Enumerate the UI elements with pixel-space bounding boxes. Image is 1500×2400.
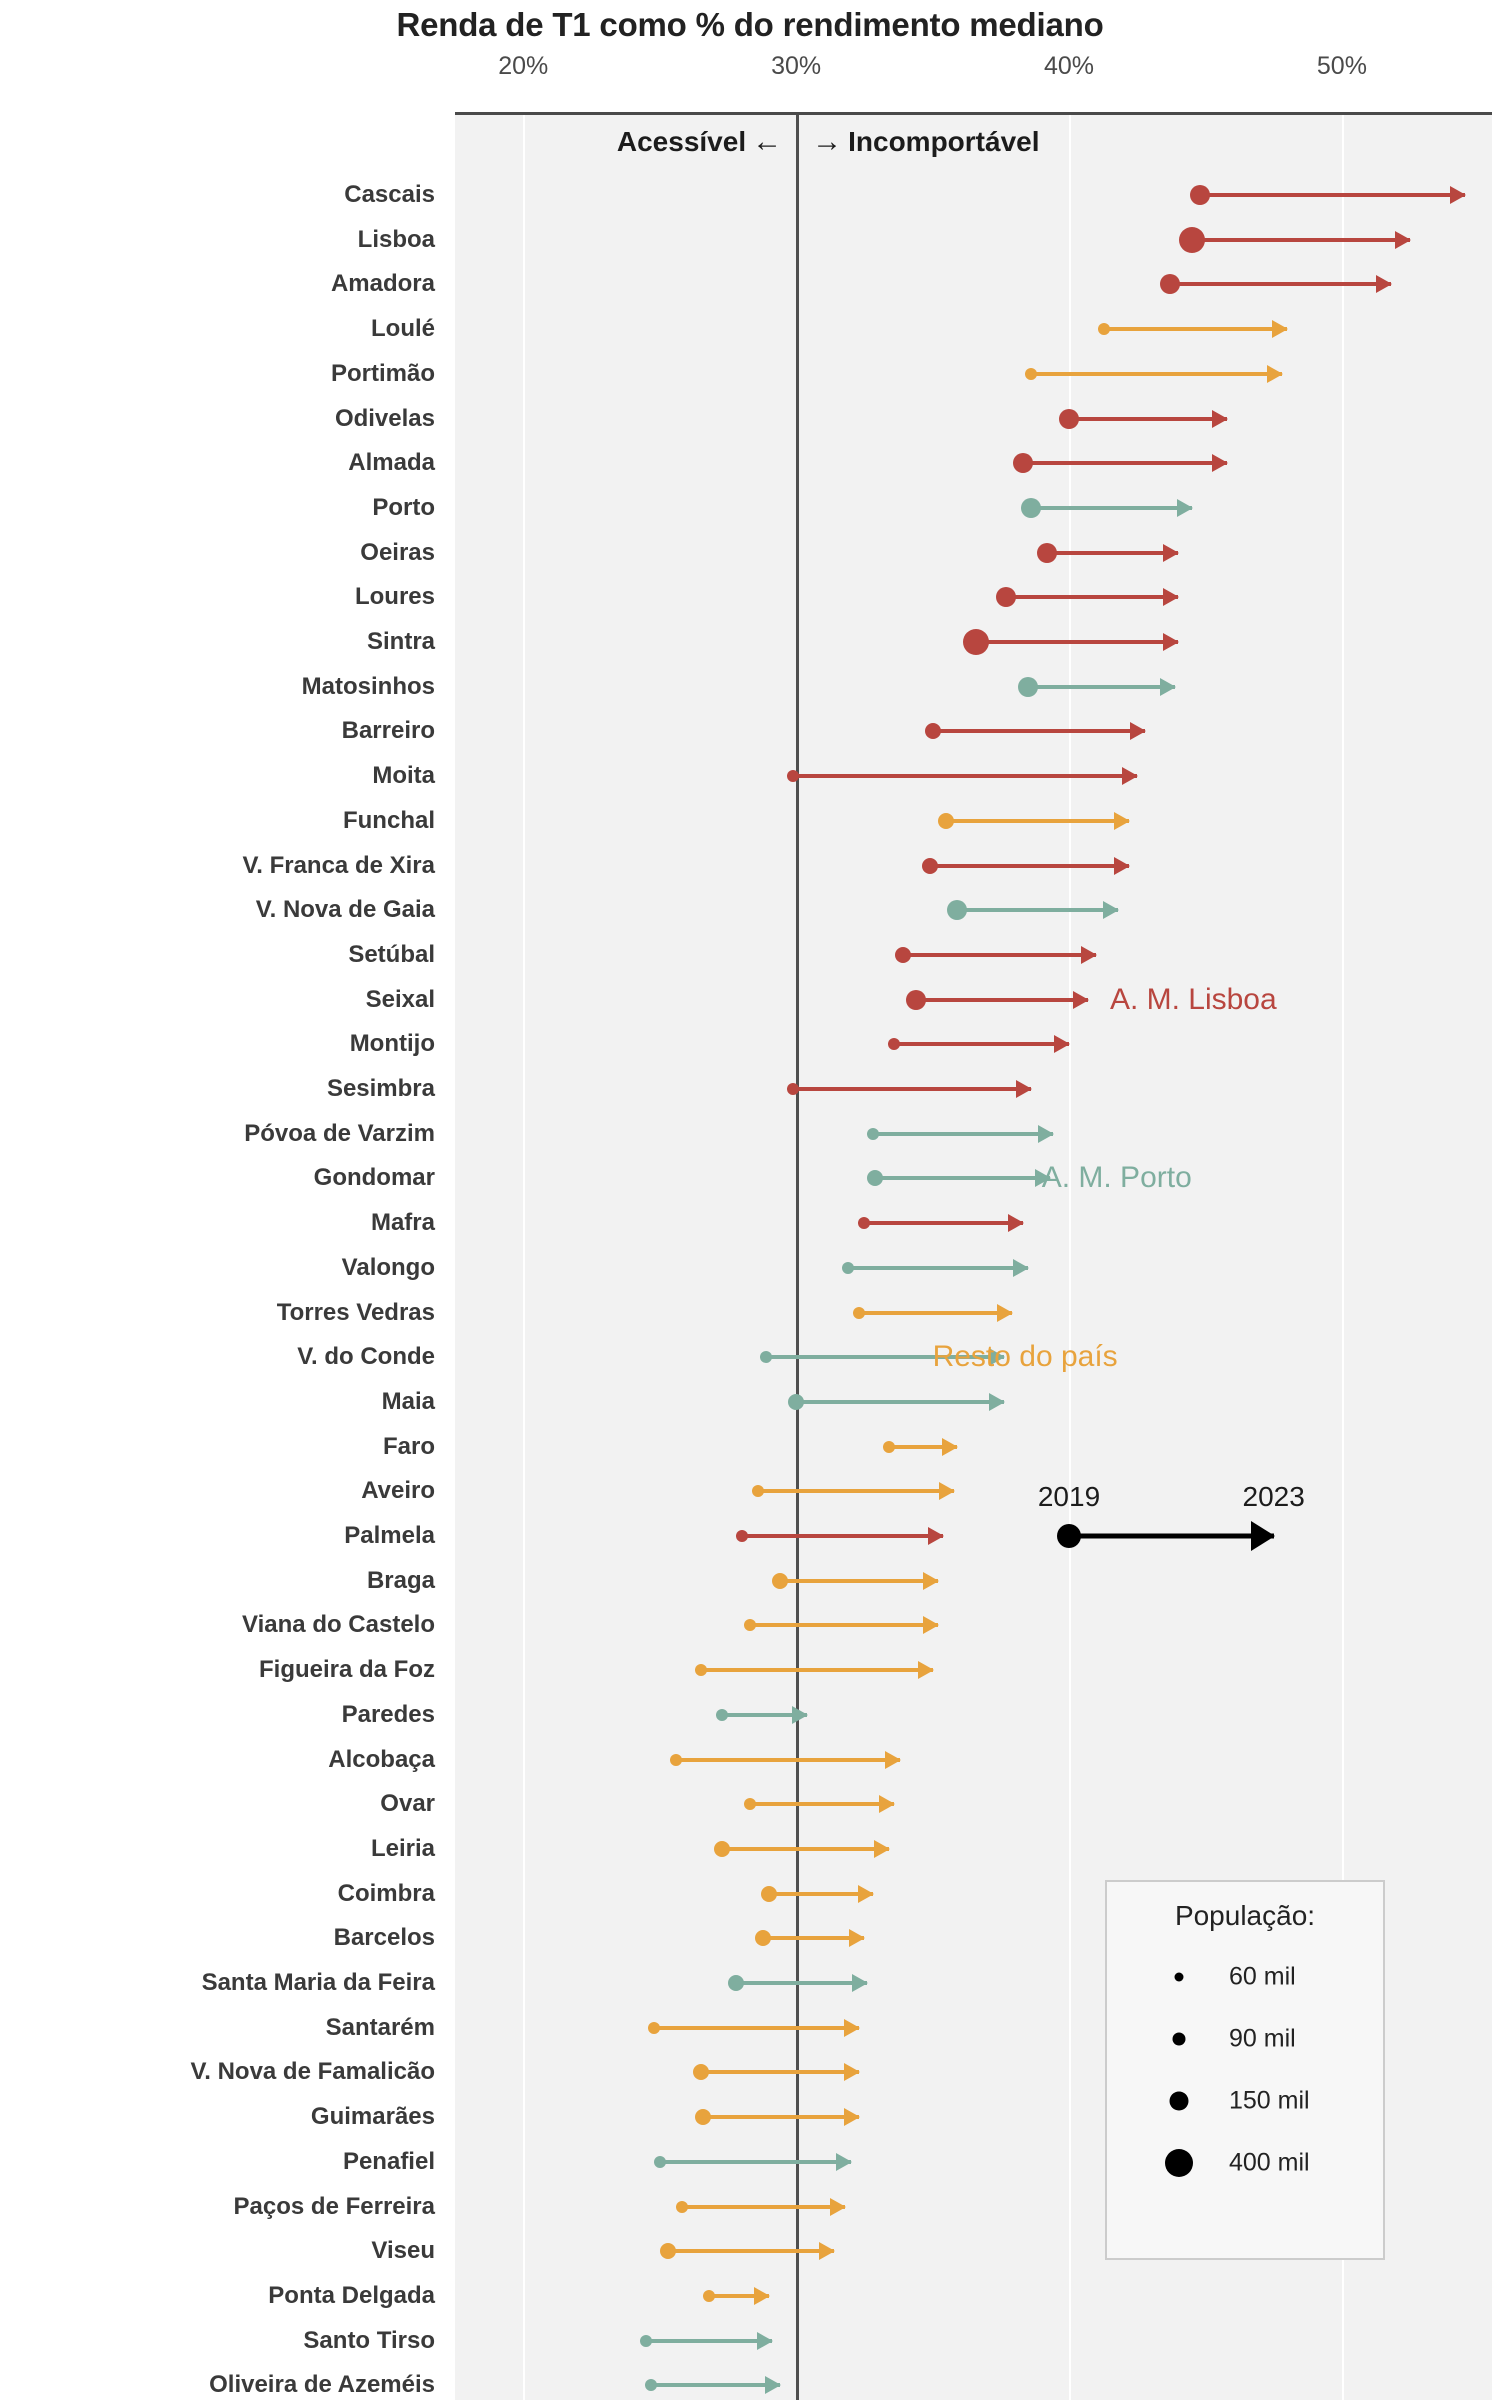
segment-arrowhead-icon xyxy=(918,1661,934,1679)
start-value-dot xyxy=(963,629,989,655)
row-label: Paredes xyxy=(341,1700,435,1728)
start-value-dot xyxy=(842,1262,854,1274)
segment-arrowhead-icon xyxy=(997,1304,1013,1322)
row-label: Oeiras xyxy=(360,538,435,566)
change-segment xyxy=(976,640,1178,644)
start-value-dot xyxy=(714,1841,730,1857)
segment-arrowhead-icon xyxy=(757,2332,773,2350)
left-arrow-icon: ← xyxy=(752,125,783,158)
legend-end-year: 2023 xyxy=(1242,1481,1305,1512)
row-label: Loures xyxy=(354,583,435,611)
row-label: Póvoa de Varzim xyxy=(244,1119,435,1147)
segment-arrowhead-icon xyxy=(923,1616,939,1634)
change-segment xyxy=(848,1266,1028,1270)
row-label: Barcelos xyxy=(333,1924,435,1952)
change-segment xyxy=(873,1132,1053,1136)
change-segment xyxy=(1006,595,1178,599)
segment-arrowhead-icon xyxy=(1081,946,1097,964)
start-value-dot xyxy=(752,1485,764,1497)
change-segment xyxy=(894,1042,1069,1046)
affordable-label: Acessível xyxy=(616,126,747,157)
start-value-dot xyxy=(895,947,911,963)
segment-arrowhead-icon xyxy=(1038,1125,1054,1143)
segment-arrowhead-icon xyxy=(858,1885,874,1903)
change-segment xyxy=(750,1802,895,1806)
row-label: Braga xyxy=(366,1566,435,1594)
change-segment xyxy=(1069,417,1227,421)
start-value-dot xyxy=(1037,543,1057,563)
start-value-dot xyxy=(760,1351,772,1363)
segment-arrowhead-icon xyxy=(1016,1080,1032,1098)
row-label: Guimarães xyxy=(310,2103,435,2131)
segment-arrowhead-icon xyxy=(1163,544,1179,562)
start-value-dot xyxy=(996,587,1016,607)
row-label: Moita xyxy=(372,762,435,790)
row-label: Barreiro xyxy=(341,717,435,745)
start-value-dot xyxy=(787,1083,799,1095)
start-value-dot xyxy=(788,1394,804,1410)
segment-arrowhead-icon xyxy=(754,2287,770,2305)
population-legend-title: População: xyxy=(1174,1900,1316,1931)
start-value-dot xyxy=(761,1886,777,1902)
row-label: Loulé xyxy=(371,315,435,343)
row-label: V. Nova de Gaia xyxy=(255,896,435,924)
affordable-annotation xyxy=(475,122,788,162)
segment-arrowhead-icon xyxy=(1008,1214,1024,1232)
change-segment xyxy=(750,1623,938,1627)
start-value-dot xyxy=(772,1573,788,1589)
change-segment xyxy=(1170,282,1391,286)
segment-arrowhead-icon xyxy=(1267,365,1283,383)
segment-arrowhead-icon xyxy=(1163,588,1179,606)
unaffordable-label: Incomportável xyxy=(848,126,1040,157)
change-segment xyxy=(916,998,1088,1002)
row-label: Valongo xyxy=(341,1253,435,1281)
change-segment xyxy=(875,1176,1050,1180)
change-segment xyxy=(946,819,1129,823)
row-label: Penafiel xyxy=(342,2147,435,2175)
segment-arrowhead-icon xyxy=(1272,320,1288,338)
change-segment xyxy=(1031,372,1282,376)
row-label: Torres Vedras xyxy=(276,1298,435,1326)
segment-arrowhead-icon xyxy=(844,2019,860,2037)
change-segment xyxy=(742,1534,944,1538)
start-value-dot xyxy=(693,2064,709,2080)
change-segment xyxy=(654,2026,859,2030)
segment-arrowhead-icon xyxy=(1073,991,1089,1009)
change-segment xyxy=(780,1579,938,1583)
row-label: Matosinhos xyxy=(301,672,435,700)
change-segment xyxy=(1028,685,1175,689)
row-label: Santo Tirso xyxy=(303,2326,435,2354)
start-value-dot xyxy=(716,1709,728,1721)
threshold-line xyxy=(796,115,799,2400)
start-value-dot xyxy=(645,2379,657,2391)
start-value-dot xyxy=(695,2109,711,2125)
row-label: V. Nova de Famalicão xyxy=(190,2058,435,2086)
start-value-dot xyxy=(755,1930,771,1946)
segment-arrowhead-icon xyxy=(874,1840,890,1858)
segment-arrowhead-icon xyxy=(1212,410,1228,428)
row-label: Aveiro xyxy=(361,1477,435,1505)
row-label: Alcobaça xyxy=(328,1745,435,1773)
row-label: Montijo xyxy=(349,1030,435,1058)
row-label: Sesimbra xyxy=(326,1075,435,1102)
start-value-dot xyxy=(654,2156,666,2168)
segment-arrowhead-icon xyxy=(939,1482,955,1500)
segment-arrowhead-icon xyxy=(923,1572,939,1590)
population-legend-dot xyxy=(1170,2092,1189,2111)
row-label: Figueira da Foz xyxy=(258,1656,435,1684)
segment-arrowhead-icon xyxy=(1130,722,1146,740)
segment-arrowhead-icon xyxy=(1376,275,1392,293)
population-legend-label: 60 mil xyxy=(1229,1962,1296,1991)
population-legend xyxy=(1105,1880,1385,2260)
start-value-dot xyxy=(703,2290,715,2302)
row-label: Funchal xyxy=(342,806,435,834)
change-segment xyxy=(957,908,1118,912)
segment-arrowhead-icon xyxy=(1450,186,1466,204)
start-value-dot xyxy=(1018,677,1038,697)
change-segment xyxy=(859,1311,1012,1315)
group-annotation: A. M. Lisboa xyxy=(1109,982,1277,1016)
start-value-dot xyxy=(1013,453,1033,473)
population-legend-dot xyxy=(1165,2149,1193,2177)
row-label: Setúbal xyxy=(348,940,435,968)
gridline xyxy=(1069,115,1071,2400)
segment-arrowhead-icon xyxy=(885,1751,901,1769)
row-label: Faro xyxy=(382,1432,435,1460)
change-segment xyxy=(864,1221,1022,1225)
change-segment xyxy=(701,1668,933,1672)
start-value-dot xyxy=(853,1307,865,1319)
start-value-dot xyxy=(695,1664,707,1676)
row-label: V. Franca de Xira xyxy=(242,851,435,879)
x-tick-label: 20% xyxy=(498,52,549,80)
segment-arrowhead-icon xyxy=(1163,633,1179,651)
segment-arrowhead-icon xyxy=(852,1974,868,1992)
population-legend-dot xyxy=(1173,2033,1186,2046)
unaffordable-annotation xyxy=(806,122,1226,162)
change-segment xyxy=(736,1981,867,1985)
start-value-dot xyxy=(938,813,954,829)
start-value-dot xyxy=(640,2335,652,2347)
start-value-dot xyxy=(670,1754,682,1766)
change-segment xyxy=(793,774,1137,778)
row-label: Portimão xyxy=(330,359,435,387)
change-segment xyxy=(676,1758,900,1762)
right-arrow-icon: → xyxy=(812,125,843,158)
row-label: Ponta Delgada xyxy=(268,2281,435,2309)
gridline xyxy=(523,115,525,2400)
x-tick-label: 40% xyxy=(1043,52,1095,80)
legend-arrow-line xyxy=(1069,1534,1274,1539)
start-value-dot xyxy=(858,1217,870,1229)
row-label: V. do Conde xyxy=(297,1343,435,1371)
segment-arrowhead-icon xyxy=(1395,231,1411,249)
row-label: Cascais xyxy=(344,181,435,208)
change-segment xyxy=(1200,193,1465,197)
start-value-dot xyxy=(947,900,967,920)
segment-arrowhead-icon xyxy=(830,2198,846,2216)
start-value-dot xyxy=(787,770,799,782)
row-label: Santa Maria da Feira xyxy=(201,1969,435,1996)
start-value-dot xyxy=(922,858,938,874)
segment-arrowhead-icon xyxy=(942,1438,958,1456)
start-value-dot xyxy=(1190,185,1210,205)
start-value-dot xyxy=(736,1530,748,1542)
population-legend-dot xyxy=(1175,1973,1184,1982)
start-value-dot xyxy=(867,1128,879,1140)
segment-arrowhead-icon xyxy=(1212,454,1228,472)
change-segment xyxy=(651,2383,779,2387)
start-value-dot xyxy=(676,2201,688,2213)
start-value-dot xyxy=(1025,368,1037,380)
segment-arrowhead-icon xyxy=(1177,499,1193,517)
start-value-dot xyxy=(1021,498,1041,518)
change-segment xyxy=(668,2249,834,2253)
change-segment xyxy=(903,953,1097,957)
change-segment xyxy=(1104,327,1287,331)
change-segment xyxy=(930,864,1129,868)
segment-arrowhead-icon xyxy=(1013,1259,1029,1277)
row-label: Odivelas xyxy=(334,404,435,432)
population-legend-label: 90 mil xyxy=(1229,2024,1296,2053)
segment-arrowhead-icon xyxy=(836,2153,852,2171)
row-label: Oliveira de Azeméis xyxy=(209,2371,435,2399)
row-label: Palmela xyxy=(344,1522,435,1549)
start-value-dot xyxy=(906,990,926,1010)
start-value-dot xyxy=(1179,227,1205,253)
x-axis-tick-labels xyxy=(0,52,1500,82)
row-label: Lisboa xyxy=(357,225,435,253)
legend-start-dot xyxy=(1057,1524,1081,1548)
row-label: Seixal xyxy=(365,985,435,1013)
segment-arrowhead-icon xyxy=(879,1795,895,1813)
segment-arrowhead-icon xyxy=(1114,812,1130,830)
start-value-dot xyxy=(744,1798,756,1810)
row-label: Ovar xyxy=(380,1790,435,1818)
start-value-dot xyxy=(660,2243,676,2259)
change-segment xyxy=(703,2115,859,2119)
population-legend-label: 150 mil xyxy=(1229,2086,1310,2115)
start-value-dot xyxy=(925,723,941,739)
change-segment xyxy=(1031,506,1192,510)
change-segment xyxy=(701,2070,859,2074)
row-label: Porto xyxy=(372,493,435,521)
segment-arrowhead-icon xyxy=(765,2376,781,2394)
start-value-dot xyxy=(1160,274,1180,294)
row-label: Almada xyxy=(348,449,435,477)
row-label: Coimbra xyxy=(337,1879,435,1907)
row-label: Gondomar xyxy=(313,1164,435,1192)
change-segment xyxy=(1192,238,1410,242)
segment-arrowhead-icon xyxy=(1160,678,1176,696)
segment-arrowhead-icon xyxy=(1122,767,1138,785)
change-segment xyxy=(682,2205,846,2209)
group-annotation: Resto do país xyxy=(932,1340,1118,1374)
change-segment xyxy=(796,1400,1003,1404)
segment-arrowhead-icon xyxy=(819,2242,835,2260)
start-value-dot xyxy=(648,2022,660,2034)
chart-title: Renda de T1 como % do rendimento mediano xyxy=(396,6,1104,43)
segment-arrowhead-icon xyxy=(1054,1035,1070,1053)
segment-arrowhead-icon xyxy=(1103,901,1119,919)
row-label: Viseu xyxy=(371,2237,435,2265)
change-segment xyxy=(646,2339,772,2343)
change-segment xyxy=(933,729,1146,733)
start-value-dot xyxy=(883,1441,895,1453)
row-label: Leiria xyxy=(370,1834,435,1862)
row-label: Sintra xyxy=(366,628,435,655)
segment-arrowhead-icon xyxy=(792,1706,808,1724)
change-segment xyxy=(758,1489,954,1493)
row-label: Mafra xyxy=(370,1209,435,1237)
row-label: Santarém xyxy=(325,2013,435,2041)
start-value-dot xyxy=(888,1038,900,1050)
change-segment xyxy=(1047,551,1178,555)
group-annotation: A. M. Porto xyxy=(1041,1161,1192,1195)
segment-arrowhead-icon xyxy=(849,1929,865,1947)
x-tick-label: 50% xyxy=(1316,52,1367,80)
row-label: Maia xyxy=(381,1387,435,1415)
row-label: Paços de Ferreira xyxy=(233,2192,435,2220)
start-value-dot xyxy=(744,1619,756,1631)
row-label: Amadora xyxy=(330,270,435,298)
segment-arrowhead-icon xyxy=(989,1393,1005,1411)
segment-arrowhead-icon xyxy=(928,1527,944,1545)
population-legend-label: 400 mil xyxy=(1229,2148,1310,2177)
change-segment xyxy=(722,1847,888,1851)
change-segment xyxy=(793,1087,1030,1091)
start-value-dot xyxy=(728,1975,744,1991)
legend-arrowhead-icon xyxy=(1251,1521,1275,1551)
x-tick-label: 30% xyxy=(771,52,822,80)
change-segment xyxy=(660,2160,851,2164)
legend-start-year: 2019 xyxy=(1037,1481,1101,1512)
start-value-dot xyxy=(1098,323,1110,335)
change-segment xyxy=(1023,461,1228,465)
start-value-dot xyxy=(1059,409,1079,429)
segment-arrowhead-icon xyxy=(844,2108,860,2126)
segment-arrowhead-icon xyxy=(1114,857,1130,875)
row-label: Viana do Castelo xyxy=(242,1611,435,1639)
start-value-dot xyxy=(867,1170,883,1186)
segment-arrowhead-icon xyxy=(844,2063,860,2081)
